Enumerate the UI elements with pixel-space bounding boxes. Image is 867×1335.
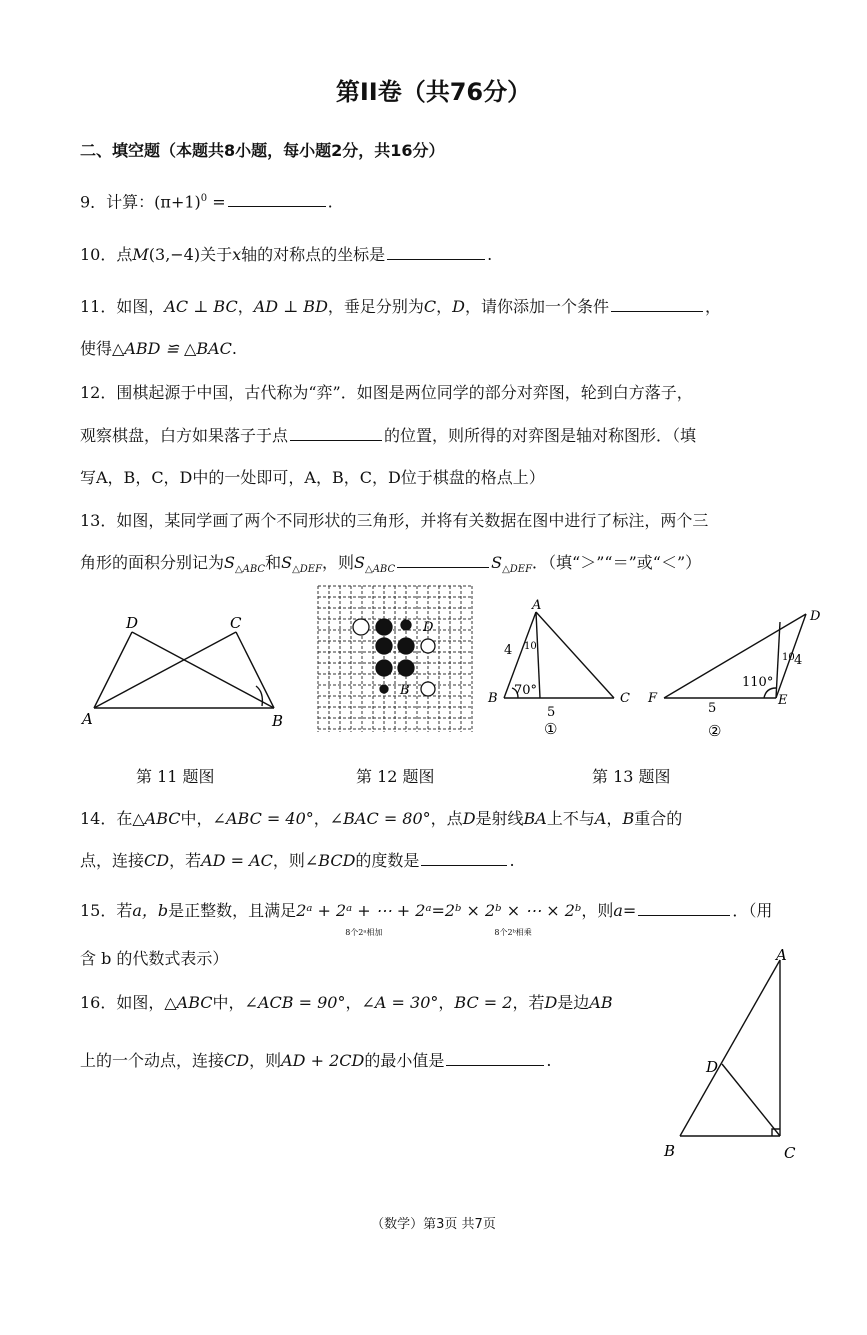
angle-label-e: 110° <box>742 675 774 690</box>
segment-db <box>132 632 274 708</box>
question-16-line-1: 16．如图，△ABC中，∠ACB = 90°，∠A = 30°，BC = 2，若D是边AB <box>80 993 613 1012</box>
question-12-line-2: 观察棋盘，白方如果落子于点 的位置，则所得的对弈图是轴对称图形．（填 <box>80 426 697 445</box>
answer-blank-11[interactable] <box>611 297 703 312</box>
answer-blank-9[interactable] <box>228 192 326 207</box>
question-13-line-2: 角形的面积分别记为$S_{\triangle ABC}$和$S_{\triangle DEF}$，则$S_{\triangle ABC}$ $S_{\triangle DEF}$．（填“＞”“＝”或“＜”） <box>80 553 702 576</box>
label-c: C <box>784 1144 796 1162</box>
base-label: 5 <box>547 705 556 720</box>
base-label: 5 <box>708 701 717 716</box>
page-title: 第II卷（共76分） <box>335 78 532 106</box>
label-a: A <box>776 946 787 964</box>
label-f: F <box>648 691 658 706</box>
white-stone <box>353 619 369 635</box>
label-d: D <box>126 614 139 632</box>
black-stone <box>398 638 414 654</box>
segment-dc <box>722 1064 780 1136</box>
caption-figure-11: 第 11 题图 <box>136 767 215 786</box>
caption-figure-12: 第 12 题图 <box>356 767 435 786</box>
label-b: B <box>400 683 410 698</box>
figure-number: ② <box>708 722 722 740</box>
question-14-line-1: 14．在△ABC中，∠ABC = 40°，∠BAC = 80°，点D是射线BA上不与A，B重合的 <box>80 809 683 828</box>
question-13-line-1: 13．如图，某同学画了两个不同形状的三角形，并将有关数据在图中进行了标注，两个三 <box>80 511 709 530</box>
answer-blank-12[interactable] <box>290 426 382 441</box>
figure-number: ① <box>544 720 558 738</box>
segment-ac <box>536 612 614 698</box>
label-d: D <box>810 609 821 624</box>
angle-mark-b <box>256 686 262 706</box>
segment-ac <box>94 632 236 708</box>
figure-13-triangle-2 <box>646 600 826 744</box>
page-footer: （数学）第3页 共7页 <box>371 1217 496 1232</box>
label-c: C <box>230 614 242 632</box>
figure-16 <box>656 946 806 1166</box>
label-d: D <box>423 620 434 635</box>
label-b: B <box>664 1142 676 1160</box>
question-11-line-1: 11．如图，AC ⊥ BC，AD ⊥ BD，垂足分别为C，D，请你添加一个条件 ， <box>80 297 722 316</box>
label-e: E <box>778 693 788 708</box>
label-a: A <box>82 710 93 728</box>
segment-ba <box>680 960 780 1136</box>
segment-ad <box>94 632 132 708</box>
answer-blank-13[interactable] <box>397 553 489 568</box>
angle-label: 10 <box>782 652 795 663</box>
answer-blank-15[interactable] <box>638 901 730 916</box>
figure-13-triangle-1 <box>484 594 634 744</box>
go-grid <box>318 586 472 732</box>
question-14-line-2: 点，连接CD，若AD = AC，则∠BCD的度数是 . <box>80 851 515 870</box>
figure-12-go-board <box>314 582 480 736</box>
white-stone <box>421 682 435 696</box>
black-stone <box>401 620 411 630</box>
label-c: C <box>620 691 630 706</box>
question-15-line-2: 含 b 的代数式表示） <box>80 949 229 968</box>
question-12-line-3: 写A，B，C，D中的一处即可，A，B，C，D位于棋盘的格点上） <box>80 468 545 487</box>
label-a: A <box>532 598 542 613</box>
lhs-expression: 2ᵃ + 2ᵃ + ⋯ + 2ᵃ 8个2ᵃ相加 <box>296 901 432 937</box>
angle-label-b: 70° <box>514 683 538 698</box>
black-stone <box>380 685 388 693</box>
black-stone <box>398 660 414 676</box>
answer-blank-14[interactable] <box>421 851 507 866</box>
question-9: 9．计算：$(\pi+1)^0$ = . <box>80 192 333 212</box>
segment-cb <box>236 632 274 708</box>
rhs-expression: 2ᵇ × 2ᵇ × ⋯ × 2ᵇ 8个2ᵇ相乘 <box>444 901 582 937</box>
white-stone <box>421 639 435 653</box>
angle-label: 10 <box>524 641 537 652</box>
label-d: D <box>706 1058 719 1076</box>
caption-figure-13: 第 13 题图 <box>592 767 671 786</box>
label-b: B <box>488 691 498 706</box>
question-15-line-1: 15．若a，b是正整数，且满足2ᵃ + 2ᵃ + ⋯ + 2ᵃ 8个2ᵃ相加 =2ᵇ × 2ᵇ × ⋯ × 2ᵇ 8个2ᵇ相乘 ，则a= ．（用 <box>80 901 773 937</box>
figure-11 <box>80 610 290 735</box>
black-stone <box>376 638 392 654</box>
section-heading: 二、填空题（本题共8小题，每小题2分，共16分） <box>80 141 445 160</box>
side-label: 4 <box>504 643 513 658</box>
question-12-line-1: 12．围棋起源于中国，古代称为“弈”．如图是两位同学的部分对弈图，轮到白方落子， <box>80 383 693 402</box>
question-10: 10．点M(3,−4)关于x轴的对称点的坐标是 . <box>80 245 493 264</box>
answer-blank-10[interactable] <box>387 245 485 260</box>
black-stone <box>376 660 392 676</box>
question-16-line-2: 上的一个动点，连接CD，则AD + 2CD的最小值是 . <box>80 1051 552 1070</box>
side-label: 4 <box>794 653 803 668</box>
question-11-line-2: 使得△ABD ≌ △BAC. <box>80 339 237 358</box>
black-stone <box>376 619 392 635</box>
label-b: B <box>272 712 284 730</box>
answer-blank-16[interactable] <box>446 1051 544 1066</box>
